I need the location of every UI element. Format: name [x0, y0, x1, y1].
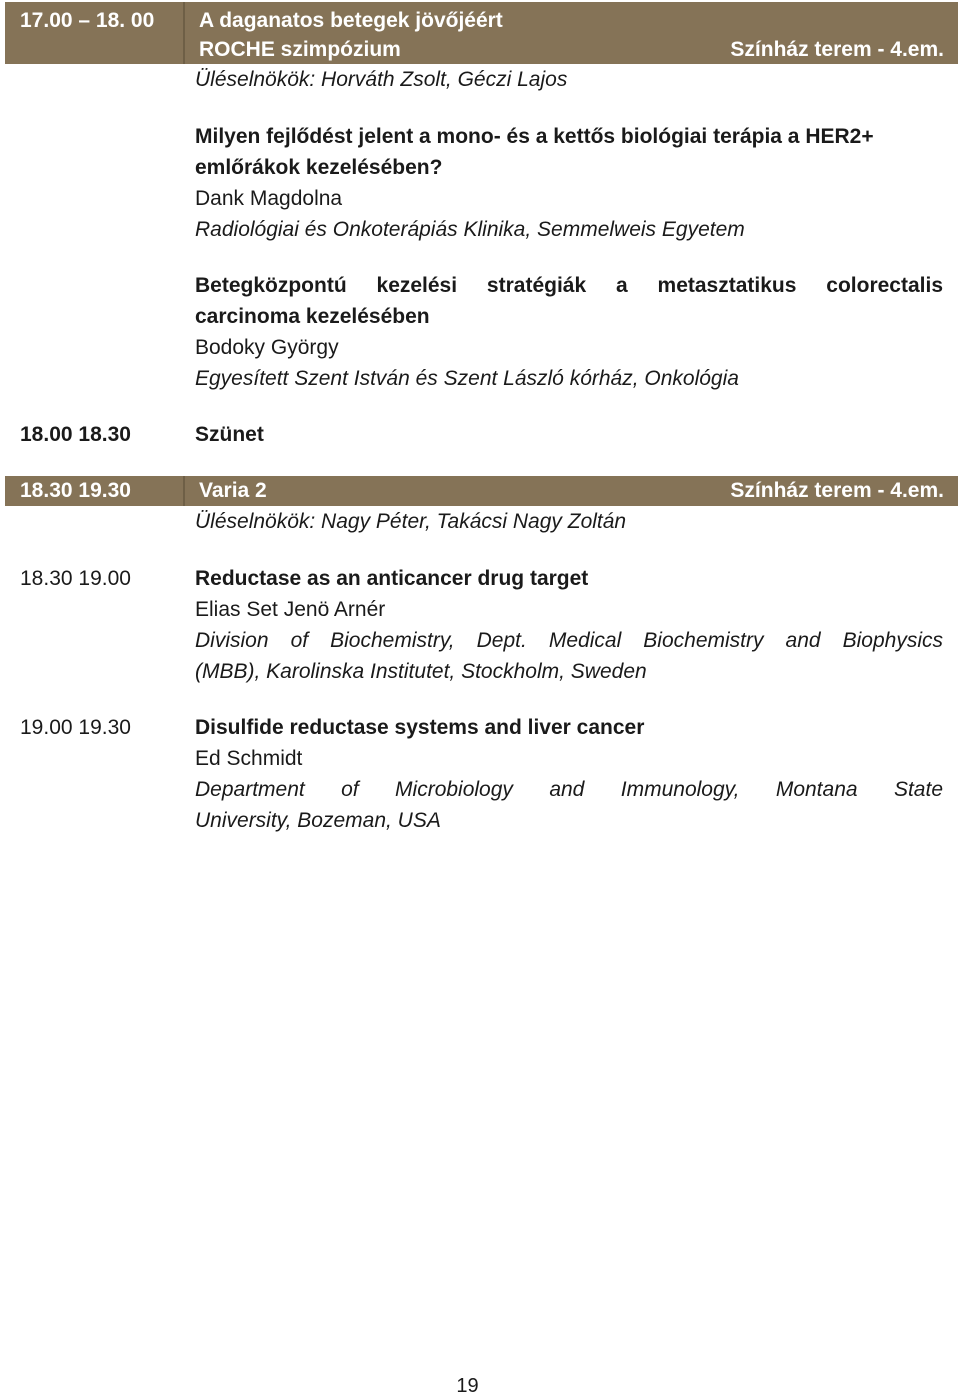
- talk-speaker: Dank Magdolna: [195, 187, 343, 210]
- talk-speaker: Bodoky György: [195, 336, 339, 359]
- session-header-varia: [5, 476, 958, 506]
- talk-title: Betegközpontú kezelési stratégiák a metasztatikus colorectalis: [195, 274, 943, 297]
- session-time: 17.00 – 18. 00: [20, 9, 155, 32]
- page-number: 19: [456, 1375, 479, 1397]
- talk-speaker: Ed Schmidt: [195, 747, 303, 770]
- talk-title: Milyen fejlődést jelent a mono- és a kettős biológiai terápia a HER2+: [195, 125, 874, 148]
- talk-affiliation: Division of Biochemistry, Dept. Medical Biochemistry and Biophysics: [195, 629, 943, 652]
- session-subtitle: ROCHE szimpózium: [199, 38, 401, 61]
- talk-title: Disulfide reductase systems and liver cancer: [195, 716, 645, 739]
- talk-affiliation: Egyesített Szent István és Szent László kórház, Onkológia: [195, 367, 739, 390]
- session-title: Varia 2: [199, 479, 267, 502]
- session-room: Színház terem - 4.em.: [730, 479, 944, 502]
- session-room: Színház terem - 4.em.: [730, 38, 944, 61]
- talk-affiliation: Department of Microbiology and Immunology, Montana State: [195, 778, 943, 801]
- talk-affiliation-cont: University, Bozeman, USA: [195, 809, 441, 832]
- talk-title-cont: emlőrákok kezelésében?: [195, 156, 443, 179]
- talk-time: 18.30 19.00: [20, 567, 131, 590]
- break-label: Szünet: [195, 423, 264, 446]
- session-chairs: Üléselnökök: Nagy Péter, Takácsi Nagy Zoltán: [195, 510, 627, 533]
- talk-title: Reductase as an anticancer drug target: [195, 567, 589, 590]
- break-time: 18.00 18.30: [20, 423, 131, 446]
- session-title: A daganatos betegek jövőjéért: [199, 9, 503, 32]
- session-header-roche: [5, 2, 958, 64]
- talk-affiliation-cont: (MBB), Karolinska Institutet, Stockholm, Sweden: [195, 660, 647, 683]
- talk-title-cont: carcinoma kezelésében: [195, 305, 430, 328]
- talk-affiliation: Radiológiai és Onkoterápiás Klinika, Semmelweis Egyetem: [195, 218, 745, 241]
- header-divider: [183, 2, 185, 64]
- header-divider: [183, 476, 185, 506]
- session-time: 18.30 19.30: [20, 479, 131, 502]
- session-chairs: Üléselnökök: Horváth Zsolt, Géczi Lajos: [195, 68, 568, 91]
- talk-speaker: Elias Set Jenö Arnér: [195, 598, 386, 621]
- talk-time: 19.00 19.30: [20, 716, 131, 739]
